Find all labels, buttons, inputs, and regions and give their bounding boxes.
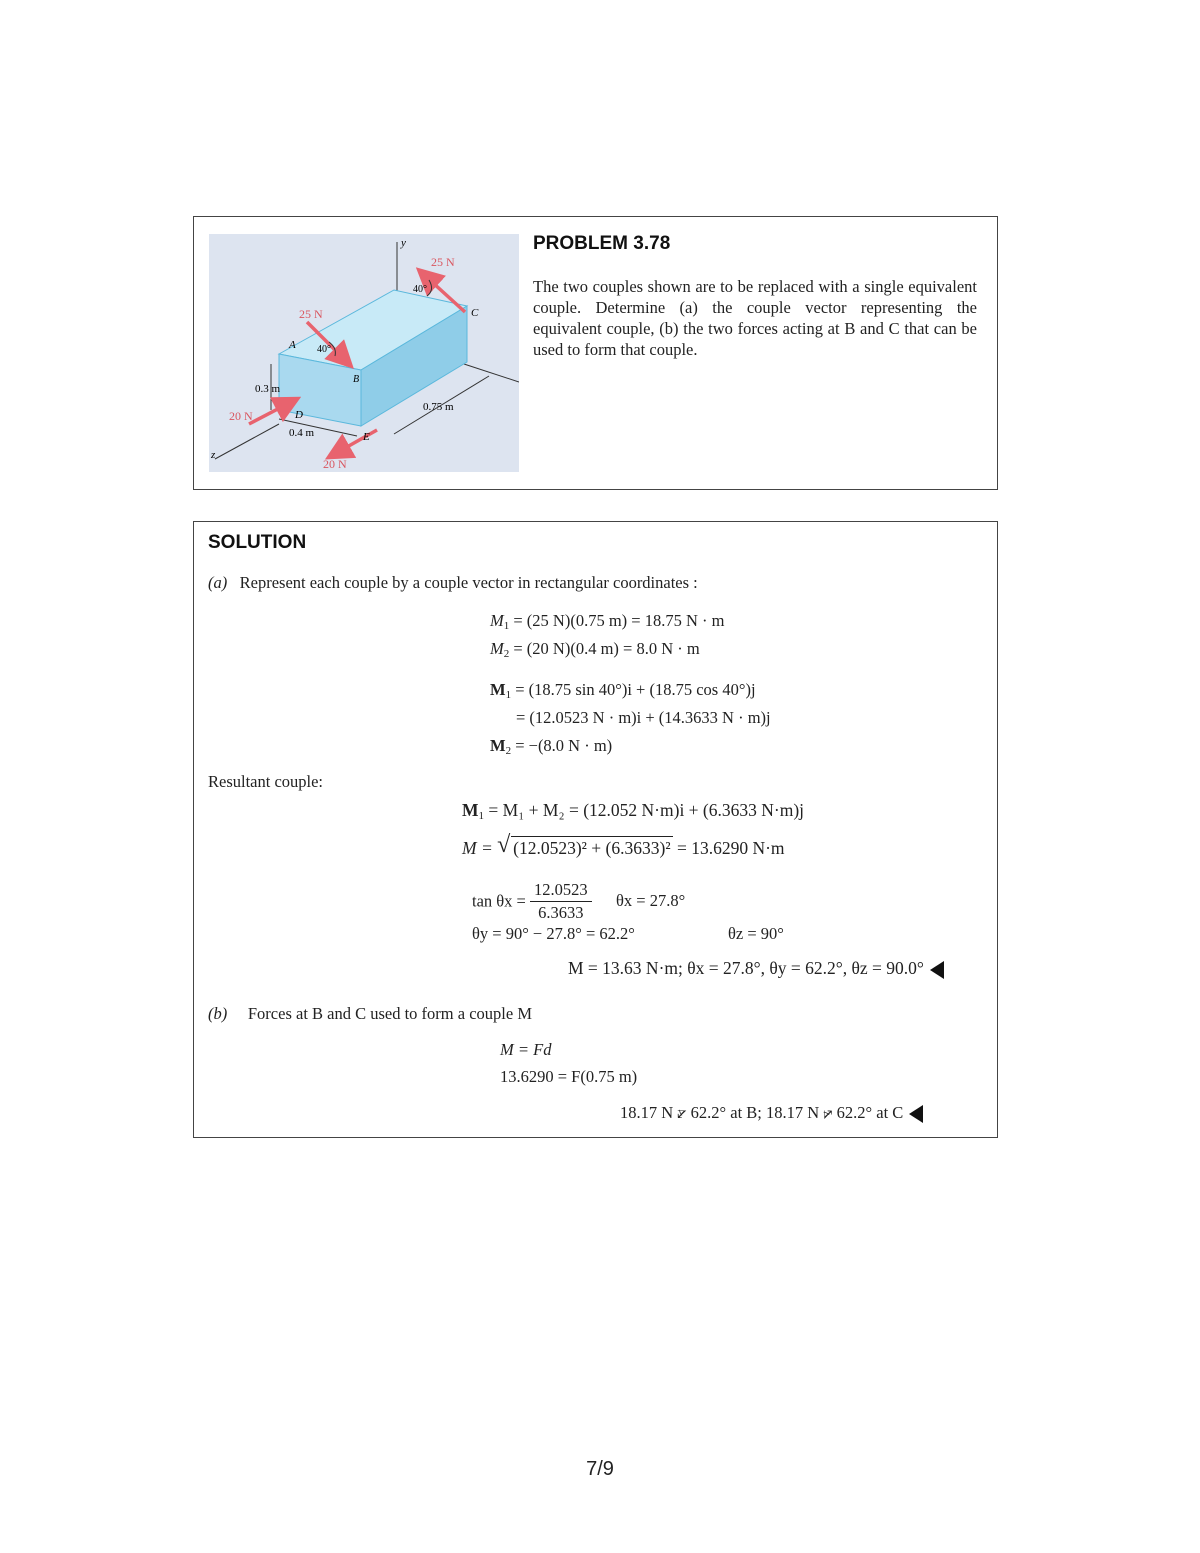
eq-m1-vector-components: = (12.0523 N · m)i + (14.3633 N · m)j (516, 708, 771, 727)
label-force-a: 25 N (299, 307, 323, 321)
part-a-line (208, 573, 698, 593)
tan-numerator: 12.0523 (530, 880, 592, 902)
resultant-label: Resultant couple: (208, 772, 324, 791)
label-point-e: E (363, 431, 370, 443)
eq-m-fd-sub: 13.6290 = F(0.75 m) (500, 1067, 638, 1086)
solution-box (193, 521, 998, 1138)
tan-lhs: tan θx = (472, 891, 526, 911)
eq-m2-vector: $M_2 = -(8.0$ N · m) (490, 736, 613, 757)
problem-box (193, 216, 998, 490)
part-b-label: (b) (208, 1004, 228, 1023)
problem-title: PROBLEM 3.78 (533, 233, 671, 254)
tan-fraction (530, 880, 592, 923)
sqrt-expression (497, 832, 672, 859)
part-a-text: Represent each couple by a couple vector in rectangular coordinates : (239, 573, 698, 592)
magnitude-lhs: M = (462, 838, 493, 858)
label-dim-04: 0.4 m (289, 427, 315, 439)
eq-resultant: $M_1 = M_1 + M_2 = (12.052$ N·m)i + (6.3633 N·m)j (462, 800, 805, 822)
answer-a (568, 958, 944, 979)
solution-title: SOLUTION (208, 532, 307, 553)
eq-magnitude (462, 832, 785, 859)
magnitude-terms: (12.0523)² + (6.3633)² (513, 838, 671, 858)
answer-marker-icon (930, 961, 944, 979)
magnitude-rhs: = 13.6290 N·m (676, 838, 785, 858)
answer-b-value: 18.17 N ⦫ 62.2° at B; 18.17 N ⦬ 62.2° at C (620, 1103, 904, 1122)
tan-denominator: 6.3633 (538, 903, 584, 922)
label-dim-03: 0.3 m (255, 383, 281, 395)
label-angle-c: 40° (413, 284, 427, 295)
problem-text: The two couples shown are to be replaced with a single equivalent couple. Determine (a) the couple vector representing the equivalent couple, (b) the two forces acting at B and C that can be used to form that couple. (533, 277, 977, 359)
label-point-d: D (295, 409, 303, 421)
resultant-value: = M₁ + M₂ = (12.052 N·m)i + (6.3633 N·m)j (488, 800, 805, 820)
answer-a-value: M = 13.63 N·m; θx = 27.8°, θy = 62.2°, θz = 90.0° (568, 958, 924, 978)
label-point-a: A (289, 339, 296, 351)
answer-marker-icon (909, 1105, 923, 1123)
label-force-d: 20 N (229, 409, 253, 423)
answer-b (620, 1103, 923, 1123)
page-number: 7/9 (586, 1458, 614, 1480)
part-b-line (208, 1004, 532, 1024)
label-angle-a: 40° (317, 344, 331, 355)
eq-m1-vector: $M_1 = (18.75$ sin 40°)i + (18.75 cos 40°)j (490, 680, 756, 701)
sqrt-icon: √ (497, 832, 511, 858)
label-y: y (401, 237, 406, 249)
label-point-b: B (353, 374, 360, 385)
theta-x: θx = 27.8° (616, 891, 686, 910)
eq-tan-theta (472, 880, 592, 923)
label-force-c: 25 N (431, 255, 455, 269)
m1-vector-value: = (18.75 sin 40°)i + (18.75 cos 40°)j (515, 680, 756, 699)
eq-m-fd: M = Fd (500, 1040, 552, 1059)
label-dim-075: 0.75 m (423, 401, 454, 413)
problem-figure (209, 234, 519, 472)
eq-m2-magnitude: $M_2 = (20$ N)(0.4 m) = 8.0 N · m (490, 639, 700, 660)
m2-magnitude-value: = (20 N)(0.4 m) = 8.0 N · m (513, 639, 700, 658)
label-force-e: 20 N (323, 457, 347, 471)
m2-vector-value: = −(8.0 N · m) (515, 736, 613, 755)
theta-y: θy = 90° − 27.8° = 62.2° (472, 924, 635, 943)
eq-m1-magnitude: $M_1 = (25$ N)(0.75 m) = 18.75 N · m (490, 611, 725, 632)
part-b-text: Forces at B and C used to form a couple M (247, 1004, 532, 1023)
m1-magnitude-value: = (25 N)(0.75 m) = 18.75 N · m (513, 611, 725, 630)
part-a-label: (a) (208, 573, 228, 592)
label-point-c: C (471, 307, 479, 319)
label-z: z (211, 449, 216, 461)
theta-z: θz = 90° (728, 924, 784, 943)
